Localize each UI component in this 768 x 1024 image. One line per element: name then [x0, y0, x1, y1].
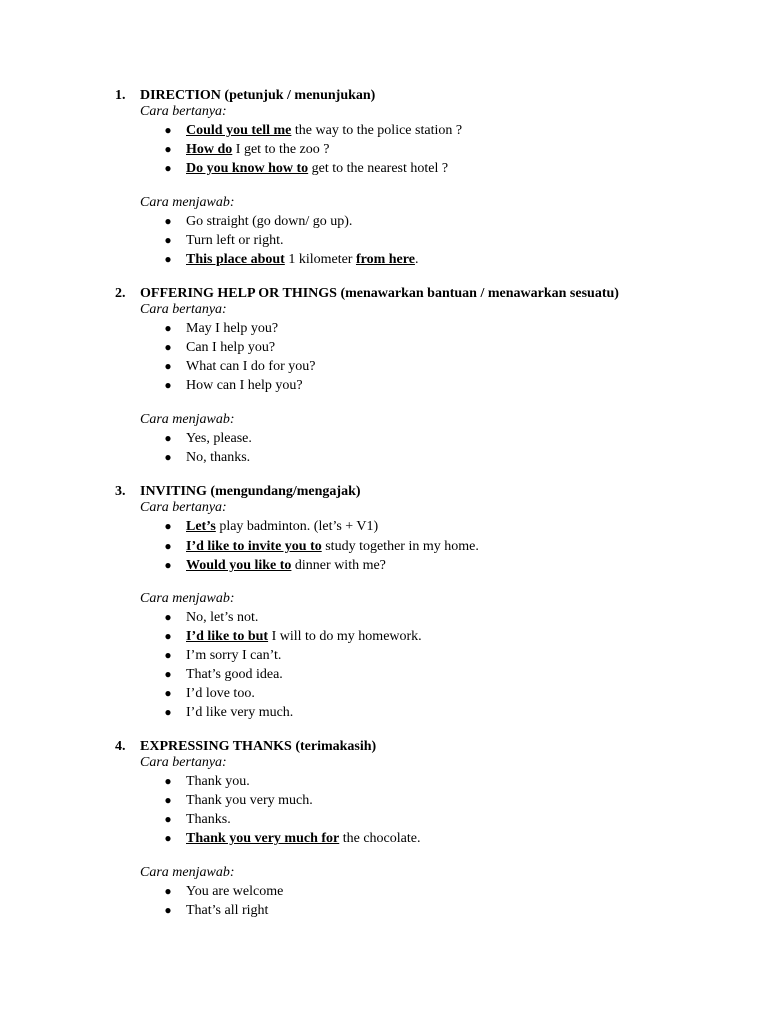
item-text: Thank you. — [186, 774, 250, 789]
item-text: Turn left or right. — [186, 233, 284, 248]
item-text: I’m sorry I can’t. — [186, 648, 282, 663]
bullet-icon: ● — [164, 252, 172, 266]
item-text: I’d like very much. — [186, 705, 294, 720]
bullet-icon: ● — [164, 519, 172, 533]
answer-label: Cara menjawab: — [140, 412, 235, 427]
item-text: I will to do my homework. — [268, 629, 422, 644]
bullet-icon: ● — [164, 233, 172, 247]
key-phrase: Thank you very much for — [186, 831, 340, 846]
bullet-icon: ● — [164, 667, 172, 681]
answer-label: Cara menjawab: — [140, 195, 235, 210]
section-number: 4. — [115, 739, 126, 754]
ask-label: Cara bertanya: — [140, 302, 227, 317]
bullet-icon: ● — [164, 812, 172, 826]
item-text: No, thanks. — [186, 450, 251, 465]
item-text: Thanks. — [186, 812, 231, 827]
key-phrase: Do you know how to — [186, 161, 309, 176]
key-phrase: Let’s — [186, 519, 216, 534]
section-title: INVITING (mengundang/mengajak) — [140, 484, 361, 499]
item-text: No, let’s not. — [186, 610, 259, 625]
bullet-icon: ● — [164, 884, 172, 898]
bullet-icon: ● — [164, 686, 172, 700]
item-text: You are welcome — [186, 884, 284, 899]
item-text: Yes, please. — [186, 431, 252, 446]
section-number: 2. — [115, 286, 126, 301]
bullet-icon: ● — [164, 539, 172, 553]
item-text: May I help you? — [186, 321, 279, 336]
item-text: I get to the zoo ? — [232, 142, 330, 157]
bullet-icon: ● — [164, 340, 172, 354]
bullet-icon: ● — [164, 705, 172, 719]
item-text: dinner with me? — [291, 558, 386, 573]
bullet-icon: ● — [164, 629, 172, 643]
key-phrase: from here — [355, 252, 415, 267]
item-text: . — [414, 252, 419, 267]
bullet-icon: ● — [164, 378, 172, 392]
answer-label: Cara menjawab: — [140, 865, 235, 880]
key-phrase: Could you tell me — [186, 123, 292, 138]
ask-label: Cara bertanya: — [140, 500, 227, 515]
item-text: I’d love too. — [186, 686, 255, 701]
item-text: Thank you very much. — [186, 793, 313, 808]
bullet-icon: ● — [164, 321, 172, 335]
bullet-icon: ● — [164, 123, 172, 137]
item-text: Can I help you? — [186, 340, 276, 355]
bullet-icon: ● — [164, 214, 172, 228]
item-text: study together in my home. — [321, 539, 479, 554]
item-text: Go straight (go down/ go up). — [186, 214, 353, 229]
ask-label: Cara bertanya: — [140, 755, 227, 770]
ask-label: Cara bertanya: — [140, 104, 227, 119]
bullet-icon: ● — [164, 558, 172, 572]
section-title: DIRECTION (petunjuk / menunjukan) — [140, 88, 376, 103]
item-text: That’s all right — [186, 903, 269, 918]
bullet-icon: ● — [164, 610, 172, 624]
item-text: get to the nearest hotel ? — [308, 161, 449, 176]
item-text: 1 kilometer — [284, 252, 356, 267]
bullet-icon: ● — [164, 774, 172, 788]
key-phrase: This place about — [186, 252, 285, 267]
bullet-icon: ● — [164, 142, 172, 156]
bullet-icon: ● — [164, 903, 172, 917]
key-phrase: How do — [186, 142, 233, 157]
bullet-icon: ● — [164, 161, 172, 175]
item-text: How can I help you? — [186, 378, 303, 393]
item-text: That’s good idea. — [186, 667, 283, 682]
section-title: OFFERING HELP OR THINGS (menawarkan bantuan / menawarkan sesuatu) — [140, 286, 619, 301]
bullet-icon: ● — [164, 648, 172, 662]
key-phrase: I’d like to but — [186, 629, 269, 644]
item-text: What can I do for you? — [186, 359, 316, 374]
bullet-icon: ● — [164, 793, 172, 807]
answer-label: Cara menjawab: — [140, 591, 235, 606]
bullet-icon: ● — [164, 359, 172, 373]
key-phrase: I’d like to invite you to — [186, 539, 322, 554]
section-title: EXPRESSING THANKS (terimakasih) — [140, 739, 377, 754]
key-phrase: Would you like to — [186, 558, 292, 573]
bullet-icon: ● — [164, 431, 172, 445]
item-text: the chocolate. — [339, 831, 421, 846]
section-number: 3. — [115, 484, 126, 499]
bullet-icon: ● — [164, 831, 172, 845]
item-text: play badminton. (let’s + V1) — [215, 519, 379, 534]
item-text: the way to the police station ? — [291, 123, 463, 138]
section-number: 1. — [115, 88, 126, 103]
bullet-icon: ● — [164, 450, 172, 464]
